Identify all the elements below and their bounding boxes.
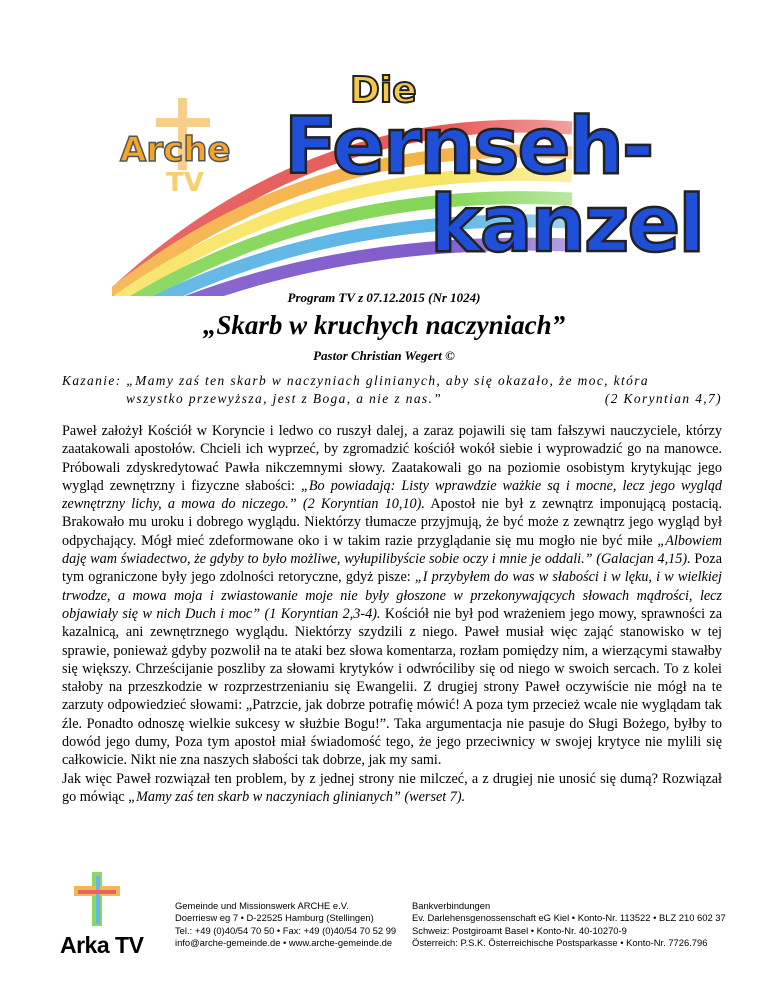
logo-tv-text: TV bbox=[166, 168, 204, 198]
logo-kanzel-text: kanzel bbox=[430, 180, 704, 270]
address-line: Gemeinde und Missionswerk ARCHE e.V. bbox=[175, 900, 349, 911]
address-line: info@arche-gemeinde.de • www.arche-gemeinde.de bbox=[175, 937, 393, 949]
logo-fernseh-text: Fernseh- bbox=[284, 102, 653, 192]
motto-line-2 bbox=[62, 390, 722, 408]
address-line: Doerriesw eg 7 • D-22525 Hamburg (Stellingen) bbox=[175, 912, 374, 924]
fernsehkanzel-logo bbox=[112, 68, 712, 296]
p1-text-b: Apostoł nie był z zewnątrz imponującą postacią. Brakowało mu uroku i dobrego wyglądu. Niektórzy tłumacze przyjmują, że być może z zewnątrz jego wygląd był odpychający. Mógł mieć zdeformowane oko i w takim razie przyglądanie się mu mogło nie być miłe bbox=[62, 496, 722, 549]
paragraph-2 bbox=[62, 770, 722, 807]
motto-reference: (2 Koryntian 4,7) bbox=[604, 391, 722, 406]
address-line: Tel.: +49 (0)40/54 70 50 • Fax: +49 (0)40/54 70 52 99 bbox=[175, 924, 397, 936]
p2-text-a: Jak więc Paweł rozwiązał ten problem, by z jednej strony nie milczeć, a z drugiej nie unosić się dumą? Rozwiązał go mówiąc bbox=[62, 770, 722, 805]
footer-address bbox=[175, 900, 396, 950]
p1-text-c: Poza tym ograniczone były jego zdolności retoryczne, gdyż pisze: bbox=[62, 551, 722, 586]
bank-line: Österreich: P.S.K. Österreichische Postsparkasse • Konto-Nr. 7726.796 bbox=[412, 937, 708, 949]
bank-line: Schweiz: Postgiroamt Basel • Konto-Nr. 40-10270-9 bbox=[412, 924, 627, 936]
p1-quote-1: „Bo powiadają: Listy wprawdzie ważkie są i mocne, lecz jego wygląd zewnętrzny lichy, a mowa do niczego.” (2 Koryntian 10,10). bbox=[62, 477, 723, 513]
footer-bank-details bbox=[412, 900, 726, 950]
bank-line: Bankverbindungen bbox=[412, 900, 491, 911]
sermon-motto bbox=[62, 372, 722, 408]
p1-quote-3: „I przybyłem do was w słabości i w lęku, i w wielkiej trwodze, a mowa moja i zwiastowanie moje nie były głoszone w przekonywających słowach mądrości, lecz objawiały się w nich Duch i moc” (1 Koryntian 2,3-4). bbox=[62, 569, 722, 622]
sermon-title: „Skarb w kruchych naczyniach” bbox=[202, 310, 566, 340]
program-date: Program TV z 07.12.2015 (Nr 1024) bbox=[287, 290, 481, 305]
p2-quote: „Mamy zaś ten skarb w naczyniach glinianych” (werset 7). bbox=[128, 788, 466, 805]
motto-line-2-text: wszystko przewyższa, jest z Boga, a nie z nas.” bbox=[126, 391, 443, 406]
p1-text-d: Kościół nie był pod wrażeniem jego mowy, sprawności za kazalnicą, ani zewnętrznego wyglądu. Niektórzy szydzili z niego. Paweł musiał więc zająć stanowisko w tej sprawie, ponieważ gdyby pozwolił na te ataki bez słowa komentarza, rozłam pomiędzy nim, a wierzącymi stawałby się większy. Chrześcijanie poszliby za słowami krytyków i odwróciliby się od niego w swoich sercach. To z kolei stałoby na przeszkodzie w rozprzestrzenianiu się Ewangelii. Z drugiej strony Paweł oczywiście nie mógł na te zarzuty odpowiedzieć słowami: „Patrzcie, jak dobrze potrafię mówić! A poza tym przecież wcale nie wyglądam tak źle. Ponadto odnoszę wielkie sukcesy w służbie Bogu!”. Taka argumentacja nie pasuje do Sługi Bożego, byłby to dowód jego dumy, Poza tym apostoł miał świadomość tego, że jego przeciwnicy w swojej krytyce nie mylili się całkowicie. Nikt nie zna naszych słabości tak dobrze, jak my sami. bbox=[62, 605, 722, 769]
logo-arche-text: Arche bbox=[120, 130, 231, 170]
paragraph-1 bbox=[62, 422, 722, 770]
arka-tv-brand: Arka TV bbox=[60, 932, 144, 958]
sermon-author: Pastor Christian Wegert © bbox=[313, 348, 455, 363]
p1-quote-2: „Albowiem daję wam świadectwo, że gdyby to było możliwe, wyłupilibyście sobie oczy i mnie je oddali.” (Galacjan 4,15). bbox=[62, 532, 722, 568]
p1-text-a: Paweł założył Kościół w Koryncie i ledwo co ruszył dalej, a zaraz pojawili się tam fałszywi nauczyciele, którzy zaatakowali apostołów. Chcieli ich wyprzeć, by zgromadzić kościół wokół siebie i wyprowadzić go na manowce. Próbowali zdyskredytować Pawła nikczemnymi słowy. Zaatakowali go na poziomie osobistym krytykując jego wygląd zewnętrzny i fizyczne słabości: bbox=[62, 423, 722, 494]
motto-line-1: Kazanie: „Mamy zaś ten skarb w naczyniach glinianych, aby się okazało, że moc, która bbox=[62, 373, 649, 388]
bank-line: Ev. Darlehensgenossenschaft eG Kiel • Konto-Nr. 113522 • BLZ 210 602 37 bbox=[412, 912, 726, 924]
logo-die-text: Die bbox=[350, 70, 417, 111]
sermon-body bbox=[62, 422, 722, 806]
